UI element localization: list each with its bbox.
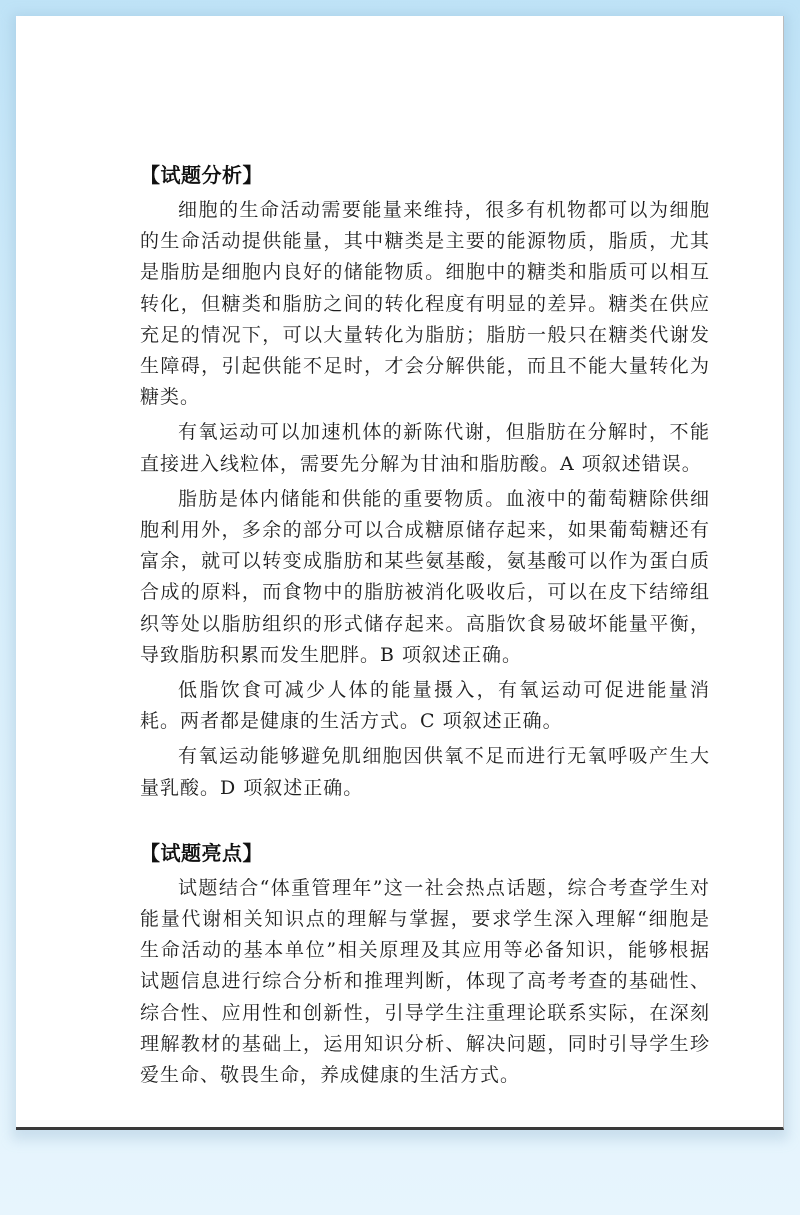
paragraph: 脂肪是体内储能和供能的重要物质。血液中的葡萄糖除供细胞利用外，多余的部分可以合成糖原储存起来，如果葡萄糖还有富余，就可以转变成脂肪和某些氨基酸，氨基酸可以作为蛋白质合成的原料，而食物中的脂肪被消化吸收后，可以在皮下结缔组织等处以脂肪组织的形式储存起来。高脂饮食易破坏能量平衡，导致脂肪积累而发生肥胖。B 项叙述正确。 xyxy=(140,487,710,666)
paragraph: 有氧运动能够避免肌细胞因供氧不足而进行无氧呼吸产生大量乳酸。D 项叙述正确。 xyxy=(140,745,710,799)
section-analysis xyxy=(140,160,710,804)
paragraph: 有氧运动可以加速机体的新陈代谢，但脂肪在分解时，不能直接进入线粒体，需要先分解为甘油和脂肪酸。A 项叙述错误。 xyxy=(140,421,710,475)
paragraph: 细胞的生命活动需要能量来维持，很多有机物都可以为细胞的生命活动提供能量，其中糖类是主要的能源物质，脂质，尤其是脂肪是细胞内良好的储能物质。细胞中的糖类和脂质可以相互转化，但糖类和脂肪之间的转化程度有明显的差异。糖类在供应充足的情况下，可以大量转化为脂肪；脂肪一般只在糖类代谢发生障碍，引起供能不足时，才会分解供能，而且不能大量转化为糖类。 xyxy=(140,199,710,409)
section-highlights xyxy=(140,838,710,1091)
section-heading-analysis: 【试题分析】 xyxy=(140,163,263,187)
section-heading-highlights: 【试题亮点】 xyxy=(140,840,263,865)
paragraph: 低脂饮食可减少人体的能量摄入，有氧运动可促进能量消耗。两者都是健康的生活方式。C 项叙述正确。 xyxy=(140,679,710,733)
document-page xyxy=(16,16,784,1130)
paragraph: 试题结合“体重管理年”这一社会热点话题，综合考查学生对能量代谢相关知识点的理解与掌握，要求学生深入理解“细胞是生命活动的基本单位”相关原理及其应用等必备知识，能够根据试题信息进行综合分析和推理判断，体现了高考考查的基础性、综合性、应用性和创新性，引导学生注重理论联系实际，在深刻理解教材的基础上，运用知识分析、解决问题，同时引导学生珍爱生命、敬畏生命，养成健康的生活方式。 xyxy=(140,876,710,1087)
page-content xyxy=(140,152,710,1095)
